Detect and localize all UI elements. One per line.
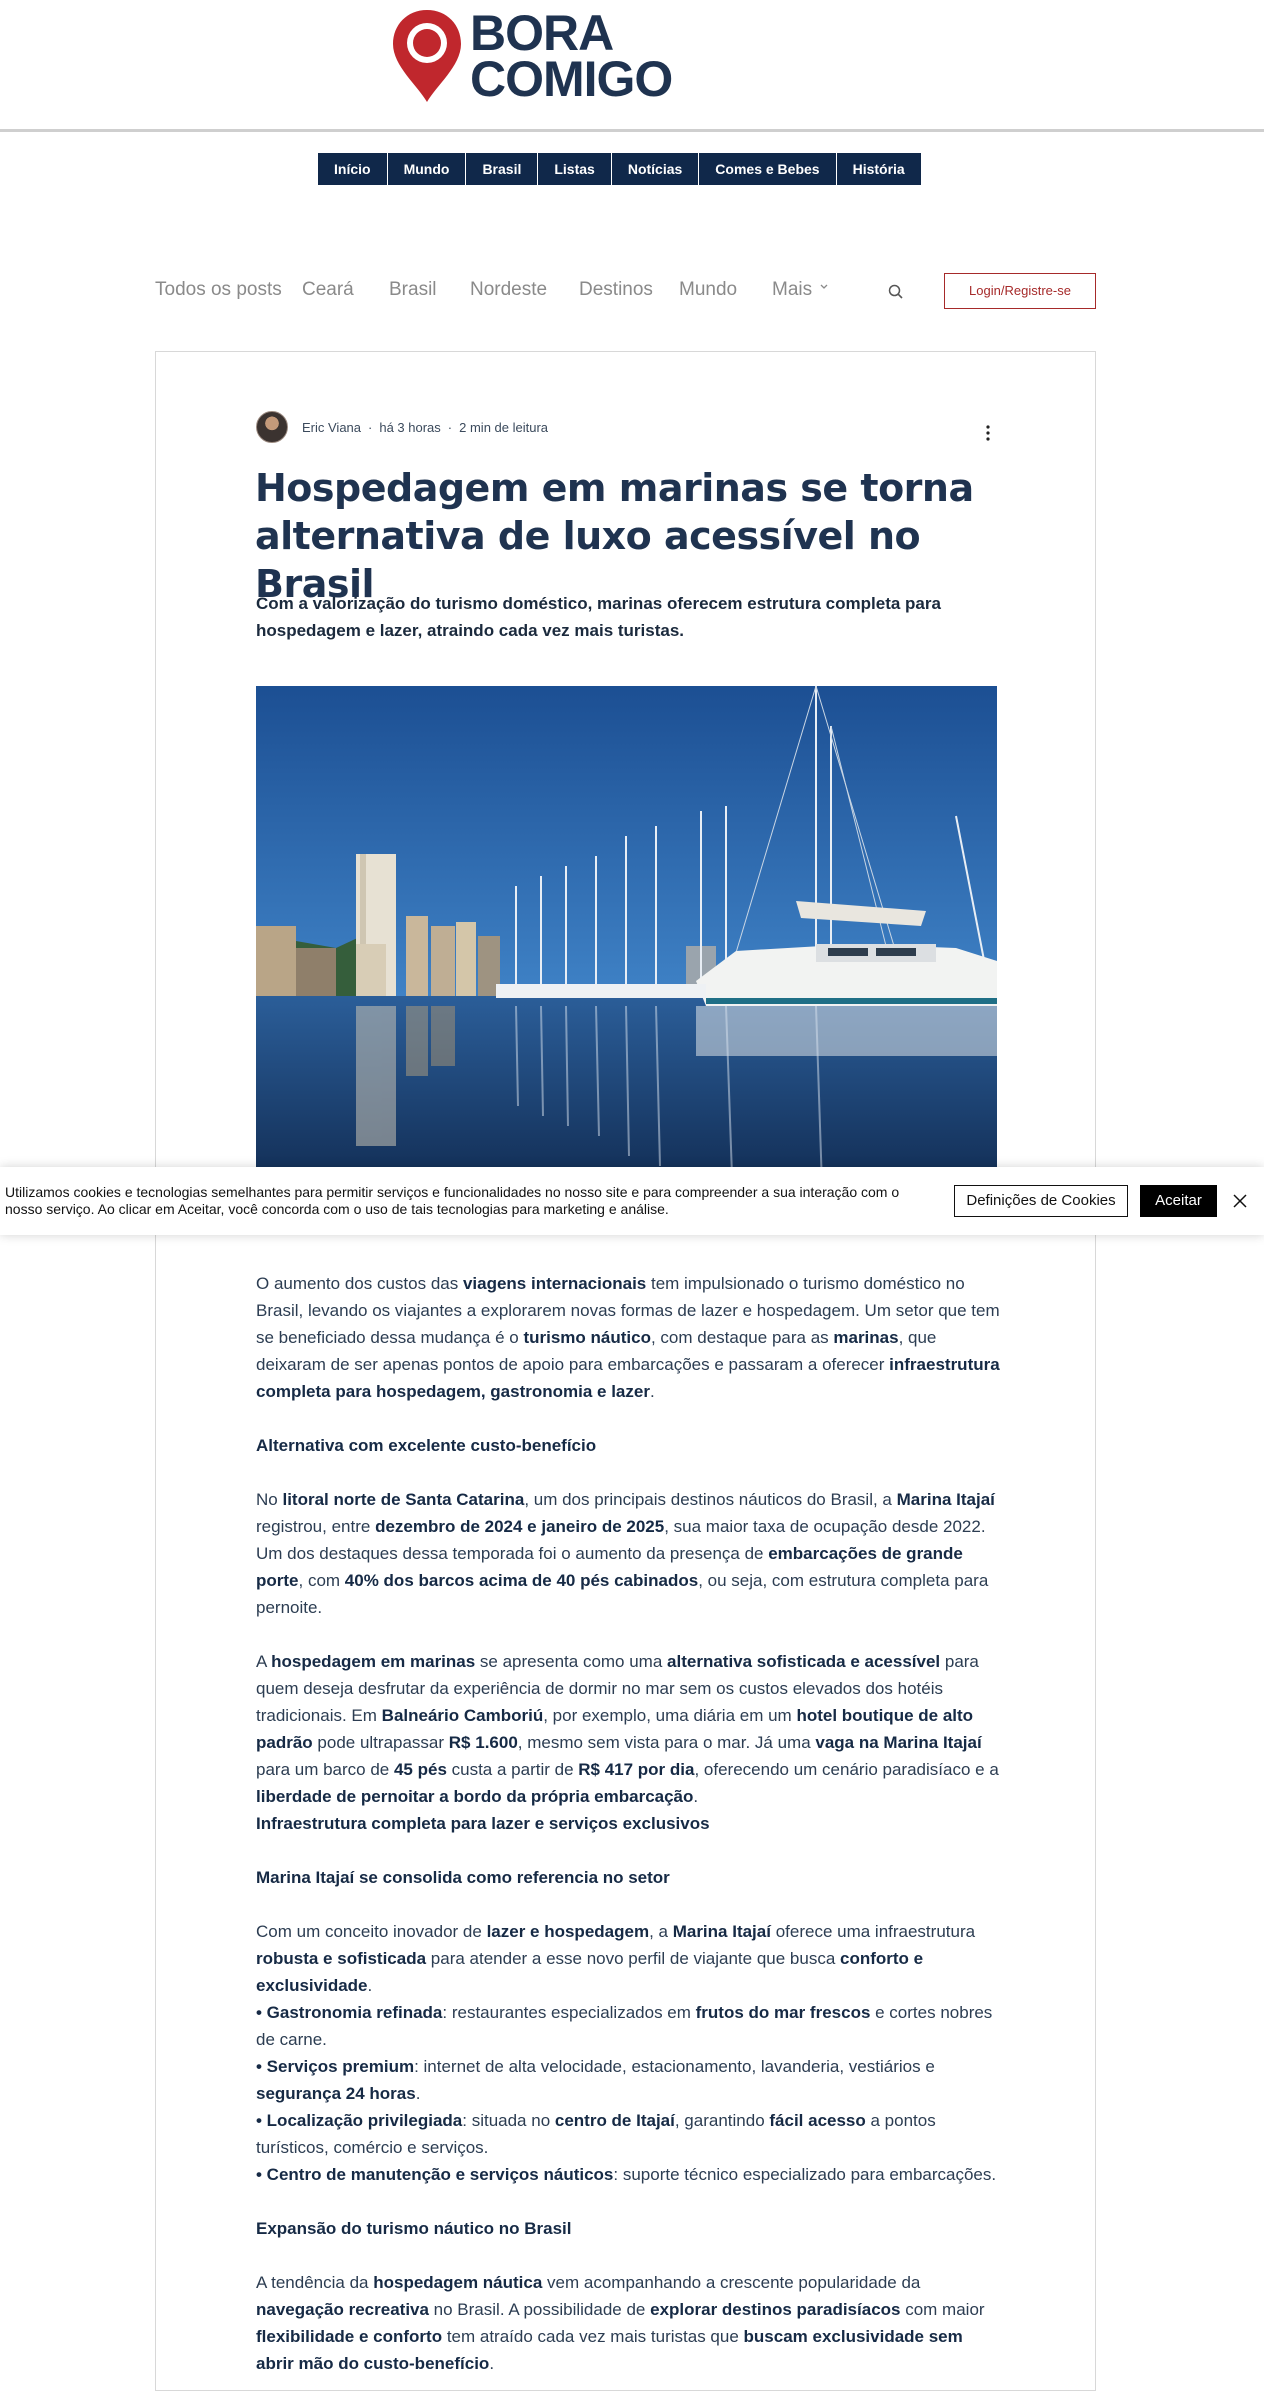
- text-run: , com destaque para as: [650, 1328, 834, 1347]
- bold-run: R$ 417 por dia: [578, 1760, 695, 1779]
- text-run: No: [256, 1490, 283, 1509]
- text-run: : restaurantes especializados em: [442, 2003, 696, 2022]
- text-run: vem acompanhando a crescente popularidade da: [542, 2273, 921, 2292]
- bold-run: R$ 1.600: [448, 1733, 518, 1752]
- bold-run: • Gastronomia refinada: [256, 2003, 443, 2022]
- bold-run: marinas: [833, 1328, 899, 1347]
- text-run: , por exemplo, uma diária em um: [543, 1706, 797, 1725]
- text-run: , oferecendo um cenário paradisíaco e a: [694, 1760, 999, 1779]
- text-run: .: [649, 1382, 655, 1401]
- article-paragraph: [256, 1486, 1002, 1621]
- text-run: : internet de alta velocidade, estacionamento, lavanderia, vestiários e: [414, 2057, 935, 2076]
- meta-separator: ·: [368, 419, 373, 435]
- topnav-mundo[interactable]: Mundo: [388, 153, 467, 185]
- text-run: se apresenta como uma: [475, 1652, 668, 1671]
- text-run: , a: [649, 1922, 673, 1941]
- close-icon[interactable]: [1233, 1194, 1247, 1208]
- text-run: , com: [298, 1571, 345, 1590]
- text-run: e cortes nobres de carne.: [256, 2003, 993, 2049]
- category-nordeste[interactable]: Nordeste: [470, 279, 548, 300]
- bold-run: 40% dos barcos acima de 40 pés cabinados: [344, 1571, 699, 1590]
- text-run: a pontos turísticos, comércio e serviços.: [256, 2111, 936, 2157]
- bold-run: • Localização privilegiada: [256, 2111, 463, 2130]
- section-heading: Expansão do turismo náutico no Brasil: [256, 2219, 572, 2238]
- post-time: há 3 horas: [379, 419, 441, 435]
- section-heading: Alternativa com excelente custo-benefício: [256, 1436, 597, 1455]
- bold-run: lazer e hospedagem: [486, 1922, 650, 1941]
- bold-run: hotel boutique de alto padrão: [256, 1706, 974, 1752]
- text-run: com maior: [900, 2300, 985, 2319]
- bold-run: Marina Itajaí: [896, 1490, 995, 1509]
- text-run: A tendência da: [256, 2273, 374, 2292]
- category-ceara[interactable]: Ceará: [302, 279, 354, 300]
- bold-run: explorar destinos paradisíacos: [650, 2300, 901, 2319]
- bold-run: alternativa sofisticada e acessível: [667, 1652, 941, 1671]
- category-mais-label: Mais: [772, 279, 813, 300]
- hero-image-marina: [256, 686, 997, 1186]
- article-paragraph: [256, 1648, 1002, 1810]
- text-run: , garantindo: [674, 2111, 770, 2130]
- bold-run: frutos do mar frescos: [695, 2003, 871, 2022]
- bold-run: fácil acesso: [769, 2111, 866, 2130]
- cookie-banner: [0, 1167, 1264, 1235]
- bold-run: embarcações de grande porte: [256, 1544, 963, 1590]
- text-run: .: [693, 1787, 699, 1806]
- bullet-item: [256, 2053, 1002, 2107]
- site-header: [0, 0, 1264, 132]
- bold-run: robusta e sofisticada: [256, 1949, 427, 1968]
- topnav-noticias[interactable]: Notícias: [612, 153, 699, 185]
- text-run: no Brasil. A possibilidade de: [428, 2300, 651, 2319]
- category-todos-os-posts[interactable]: Todos os posts: [155, 279, 282, 300]
- category-destinos[interactable]: Destinos: [579, 279, 653, 300]
- topnav-listas[interactable]: Listas: [538, 153, 611, 185]
- login-register-button[interactable]: Login/Registre-se: [944, 273, 1096, 309]
- category-mais[interactable]: [772, 279, 829, 301]
- text-run: , um dos principais destinos náuticos do Brasil, a: [524, 1490, 897, 1509]
- bold-run: navegação recreativa: [256, 2300, 429, 2319]
- text-run: , ou seja, com estrutura completa para pernoite.: [256, 1571, 989, 1617]
- text-run: para um barco de: [256, 1760, 394, 1779]
- bullet-item: [256, 1999, 1002, 2053]
- article-paragraph: [256, 1270, 1002, 1405]
- text-run: registrou, entre: [256, 1517, 376, 1536]
- site-logo[interactable]: [390, 6, 672, 106]
- search-icon[interactable]: [887, 283, 905, 301]
- bold-run: litoral norte de Santa Catarina: [282, 1490, 525, 1509]
- text-run: custa a partir de: [446, 1760, 579, 1779]
- section-heading: Infraestrutura completa para lazer e serviços exclusivos: [256, 1814, 710, 1833]
- logo-line-2: COMIGO: [470, 51, 673, 107]
- post-title: Hospedagem em marinas se torna alternativa de luxo acessível no Brasil: [255, 466, 974, 606]
- top-navigation: [318, 153, 921, 185]
- bold-run: liberdade de pernoitar a bordo da própria embarcação: [256, 1787, 694, 1806]
- text-run: pode ultrapassar: [312, 1733, 449, 1752]
- text-run: A: [256, 1652, 272, 1671]
- text-run: .: [367, 1976, 373, 1995]
- bold-run: buscam exclusividade sem abrir mão do custo-benefício: [256, 2327, 963, 2373]
- bold-run: Marina Itajaí: [672, 1922, 771, 1941]
- category-brasil[interactable]: Brasil: [389, 279, 437, 300]
- logo-line-1: BORA: [470, 5, 614, 61]
- author-name[interactable]: Eric Viana: [302, 419, 362, 435]
- text-run: Com um conceito inovador de: [256, 1922, 487, 1941]
- article-paragraph: [256, 2269, 1002, 2377]
- post-meta: [256, 410, 548, 444]
- author-avatar[interactable]: [256, 411, 288, 443]
- section-heading: Marina Itajaí se consolida como referencia no setor: [256, 1868, 670, 1887]
- bold-run: vaga na Marina Itajaí: [815, 1733, 982, 1752]
- post-subtitle: Com a valorização do turismo doméstico, marinas oferecem estrutura completa para hospedagem e lazer, atraindo cada vez mais turistas.: [256, 594, 941, 640]
- text-run: , que deixaram de ser apenas pontos de apoio para embarcações e passaram a oferecer: [256, 1328, 937, 1374]
- topnav-historia[interactable]: História: [852, 161, 905, 177]
- bullet-item: [256, 2107, 1002, 2161]
- bold-run: • Serviços premium: [256, 2057, 415, 2076]
- bold-run: centro de Itajaí: [554, 2111, 675, 2130]
- cookie-settings-button[interactable]: Definições de Cookies: [954, 1185, 1128, 1217]
- bullet-item: [256, 2161, 1002, 2188]
- bold-run: 45 pés: [393, 1760, 447, 1779]
- text-run: para atender a esse novo perfil de viajante que busca: [426, 1949, 841, 1968]
- text-run: : situada no: [462, 2111, 555, 2130]
- text-run: .: [415, 2084, 421, 2103]
- topnav-inicio[interactable]: Início: [318, 153, 388, 185]
- bold-run: hospedagem em marinas: [271, 1652, 476, 1671]
- map-pin-icon: [390, 8, 464, 104]
- text-run: .: [489, 2354, 495, 2373]
- bold-run: viagens internacionais: [462, 1274, 647, 1293]
- bold-run: segurança 24 horas: [256, 2084, 416, 2103]
- bold-run: conforto e exclusividade: [256, 1949, 924, 1995]
- text-run: , sua maior taxa de ocupação desde 2022. Um dos destaques dessa temporada foi o aumento da presença de: [256, 1517, 986, 1563]
- article-paragraph: [256, 1918, 1002, 1999]
- bold-run: hospedagem náutica: [373, 2273, 543, 2292]
- text-run: : suporte técnico especializado para embarcações.: [613, 2165, 997, 2184]
- meta-separator: ·: [447, 419, 453, 435]
- topnav-brasil[interactable]: Brasil: [466, 153, 538, 185]
- text-run: oferece uma infraestrutura: [770, 1922, 976, 1941]
- bold-run: dezembro de 2024 e janeiro de 2025: [375, 1517, 665, 1536]
- bold-run: turismo náutico: [523, 1328, 651, 1347]
- chevron-down-icon: [819, 283, 829, 291]
- cookie-accept-button[interactable]: Aceitar: [1140, 1185, 1217, 1217]
- bold-run: • Centro de manutenção e serviços náuticos: [256, 2165, 614, 2184]
- bold-run: Balneário Camboriú: [381, 1706, 544, 1725]
- article-body: [256, 1270, 1002, 2404]
- category-mundo[interactable]: Mundo: [679, 279, 738, 300]
- text-run: O aumento dos custos das: [256, 1274, 463, 1293]
- post-card: [155, 351, 1096, 2391]
- cookie-banner-text: Utilizamos cookies e tecnologias semelhantes para permitir serviços e funcionalidades no nosso site e para compreender a sua interação com o nosso serviço. Ao clicar em Aceitar, você concorda com o uso de tais tecnologias para marketing e análise.: [5, 1184, 900, 1217]
- bold-run: flexibilidade e conforto: [256, 2327, 443, 2346]
- topnav-comes-e-bebes[interactable]: Comes e Bebes: [699, 153, 836, 185]
- text-run: para quem deseja desfrutar da experiência de dormir no mar sem os custos elevados dos hotéis tradicionais. Em: [256, 1652, 979, 1725]
- site-logo-text: [470, 5, 673, 107]
- more-vertical-icon[interactable]: [985, 424, 991, 442]
- bold-run: infraestrutura completa para hospedagem, gastronomia e lazer: [256, 1355, 1000, 1401]
- text-run: tem atraído cada vez mais turistas que: [442, 2327, 744, 2346]
- text-run: , mesmo sem vista para o mar. Já uma: [517, 1733, 816, 1752]
- text-run: tem impulsionado o turismo doméstico no Brasil, levando os viajantes a explorarem novas formas de lazer e hospedagem. Um setor que tem se beneficiado dessa mudança é o: [256, 1274, 1000, 1347]
- read-time: 2 min de leitura: [459, 419, 549, 435]
